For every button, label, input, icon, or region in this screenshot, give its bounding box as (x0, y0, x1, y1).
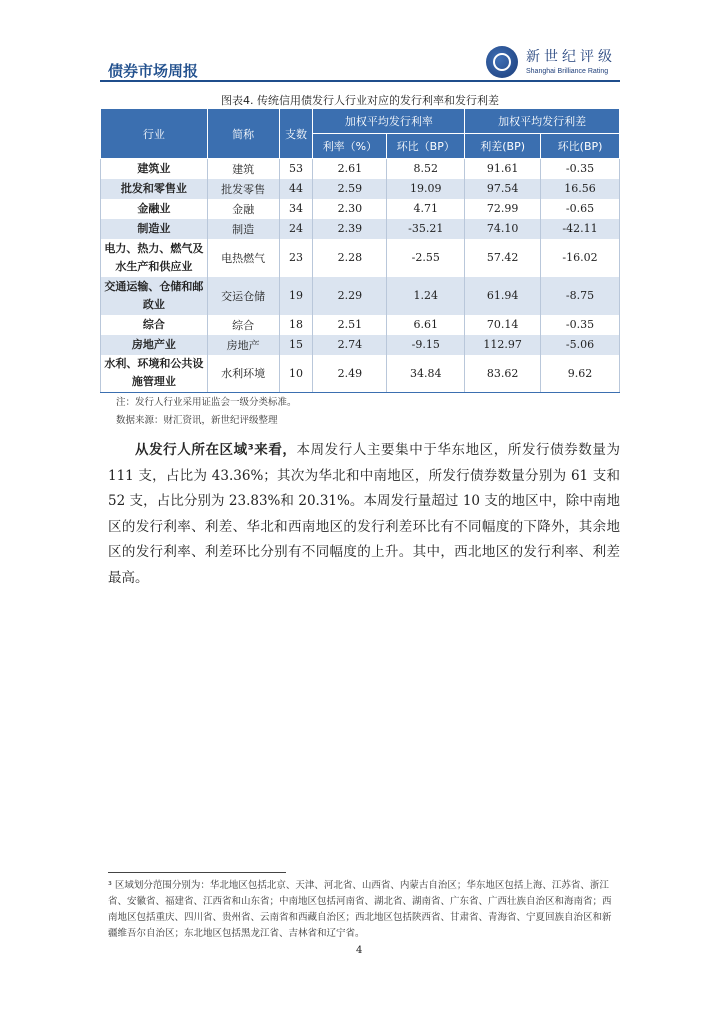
cell-spread-change: -0.35 (541, 159, 620, 179)
header-group-rate: 加权平均发行利率 (313, 109, 465, 134)
logo-icon (486, 46, 518, 78)
cell-spread: 74.10 (465, 219, 541, 239)
cell-rate: 2.30 (313, 199, 387, 219)
cell-rate: 2.39 (313, 219, 387, 239)
cell-spread-change: -16.02 (541, 239, 620, 277)
cell-rate-change: 4.71 (387, 199, 465, 219)
cell-rate-change: 8.52 (387, 159, 465, 179)
cell-count: 34 (279, 199, 313, 219)
cell-rate: 2.61 (313, 159, 387, 179)
cell-count: 18 (279, 315, 313, 335)
cell-industry: 制造业 (101, 219, 208, 239)
table-source: 数据来源：财汇资讯，新世纪评级整理 (116, 415, 278, 426)
brand-logo (486, 44, 616, 80)
table-row (101, 335, 620, 355)
header-spread: 利差(BP) (465, 134, 541, 159)
cell-spread-change: -42.11 (541, 219, 620, 239)
cell-industry: 电力、热力、燃气及水生产和供应业 (101, 239, 208, 277)
cell-rate: 2.59 (313, 179, 387, 199)
footnote-divider (108, 872, 286, 873)
cell-rate: 2.28 (313, 239, 387, 277)
cell-industry: 水利、环境和公共设施管理业 (101, 355, 208, 393)
cell-rate-change: 6.61 (387, 315, 465, 335)
cell-short: 水利环境 (207, 355, 279, 393)
table-row (101, 315, 620, 335)
header-short-name: 简称 (207, 109, 279, 159)
cell-industry: 房地产业 (101, 335, 208, 355)
cell-rate: 2.29 (313, 277, 387, 315)
cell-spread: 97.54 (465, 179, 541, 199)
cell-spread: 112.97 (465, 335, 541, 355)
industry-rate-table (100, 108, 620, 393)
cell-spread: 70.14 (465, 315, 541, 335)
cell-count: 23 (279, 239, 313, 277)
header-rate-change: 环比（BP） (387, 134, 465, 159)
cell-industry: 交通运输、仓储和邮政业 (101, 277, 208, 315)
cell-rate: 2.74 (313, 335, 387, 355)
table-row (101, 355, 620, 393)
paragraph-text: 本周发行人主要集中于华东地区，所发行债券数量为 111 支，占比为 43.36%；其次为华北和中南地区，所发行债券数量分别为 61 支和 52 支，占比分别为 23.83%和 20.31%。本周发行量超过 10 支的地区中，除中南地区的发行利率、利差、华北和西南地区的发行利差环比有不同幅度的下降外，其余地区的发行利率、利差环比分别有不同幅度的上升。其中，西北地区的发行利率、利差最高。 (108, 442, 620, 586)
report-title: 债券市场周报 (108, 62, 199, 80)
table-row (101, 159, 620, 179)
logo-chinese-name: 新世纪评级 (526, 49, 616, 65)
cell-spread: 61.94 (465, 277, 541, 315)
cell-short: 金融 (207, 199, 279, 219)
paragraph-lead: 从发行人所在区域³来看， (135, 442, 297, 458)
cell-spread: 91.61 (465, 159, 541, 179)
logo-english-name: Shanghai Brilliance Rating (526, 68, 609, 75)
cell-count: 10 (279, 355, 313, 393)
cell-short: 电热燃气 (207, 239, 279, 277)
cell-industry: 金融业 (101, 199, 208, 219)
cell-rate-change: 1.24 (387, 277, 465, 315)
cell-industry: 综合 (101, 315, 208, 335)
cell-short: 综合 (207, 315, 279, 335)
cell-spread: 57.42 (465, 239, 541, 277)
header-divider (100, 80, 620, 82)
footnote: ³ 区域划分范围分别为：华北地区包括北京、天津、河北省、山西省、内蒙古自治区；华东地区包括上海、江苏省、浙江省、安徽省、福建省、江西省和山东省；中南地区包括河南省、湖北省、湖南省、广东省、广西壮族自治区和海南省；西南地区包括重庆、四川省、贵州省、云南省和西藏自治区；西北地区包括陕西省、甘肃省、青海省、宁夏回族自治区和新疆维吾尔自治区；东北地区包括黑龙江省、吉林省和辽宁省。 (108, 880, 612, 939)
cell-rate-change: 19.09 (387, 179, 465, 199)
cell-short: 房地产 (207, 335, 279, 355)
cell-industry: 建筑业 (101, 159, 208, 179)
header-count: 支数 (279, 109, 313, 159)
header-rate: 利率（%） (313, 134, 387, 159)
table-row (101, 199, 620, 219)
header-spread-change: 环比(BP) (541, 134, 620, 159)
cell-short: 批发零售 (207, 179, 279, 199)
cell-spread: 72.99 (465, 199, 541, 219)
cell-count: 44 (279, 179, 313, 199)
body-paragraph (108, 438, 620, 591)
table-note: 注：发行人行业采用证监会一级分类标准。 (116, 397, 297, 408)
cell-spread-change: -5.06 (541, 335, 620, 355)
cell-spread-change: -8.75 (541, 277, 620, 315)
cell-rate: 2.51 (313, 315, 387, 335)
cell-spread: 83.62 (465, 355, 541, 393)
cell-short: 建筑 (207, 159, 279, 179)
cell-rate-change: -9.15 (387, 335, 465, 355)
cell-rate-change: -2.55 (387, 239, 465, 277)
page-number: 4 (356, 945, 363, 956)
cell-rate-change: 34.84 (387, 355, 465, 393)
table-row (101, 277, 620, 315)
cell-spread-change: 16.56 (541, 179, 620, 199)
cell-count: 53 (279, 159, 313, 179)
header-industry: 行业 (101, 109, 208, 159)
cell-short: 交运仓储 (207, 277, 279, 315)
cell-rate-change: -35.21 (387, 219, 465, 239)
cell-industry: 批发和零售业 (101, 179, 208, 199)
cell-count: 24 (279, 219, 313, 239)
table-row (101, 239, 620, 277)
cell-spread-change: -0.35 (541, 315, 620, 335)
cell-count: 19 (279, 277, 313, 315)
cell-spread-change: -0.65 (541, 199, 620, 219)
cell-spread-change: 9.62 (541, 355, 620, 393)
table-row (101, 179, 620, 199)
table-row (101, 219, 620, 239)
header-group-spread: 加权平均发行利差 (465, 109, 620, 134)
cell-count: 15 (279, 335, 313, 355)
table-caption: 图表4. 传统信用债发行人行业对应的发行利率和发行利差 (221, 94, 499, 107)
cell-short: 制造 (207, 219, 279, 239)
cell-rate: 2.49 (313, 355, 387, 393)
